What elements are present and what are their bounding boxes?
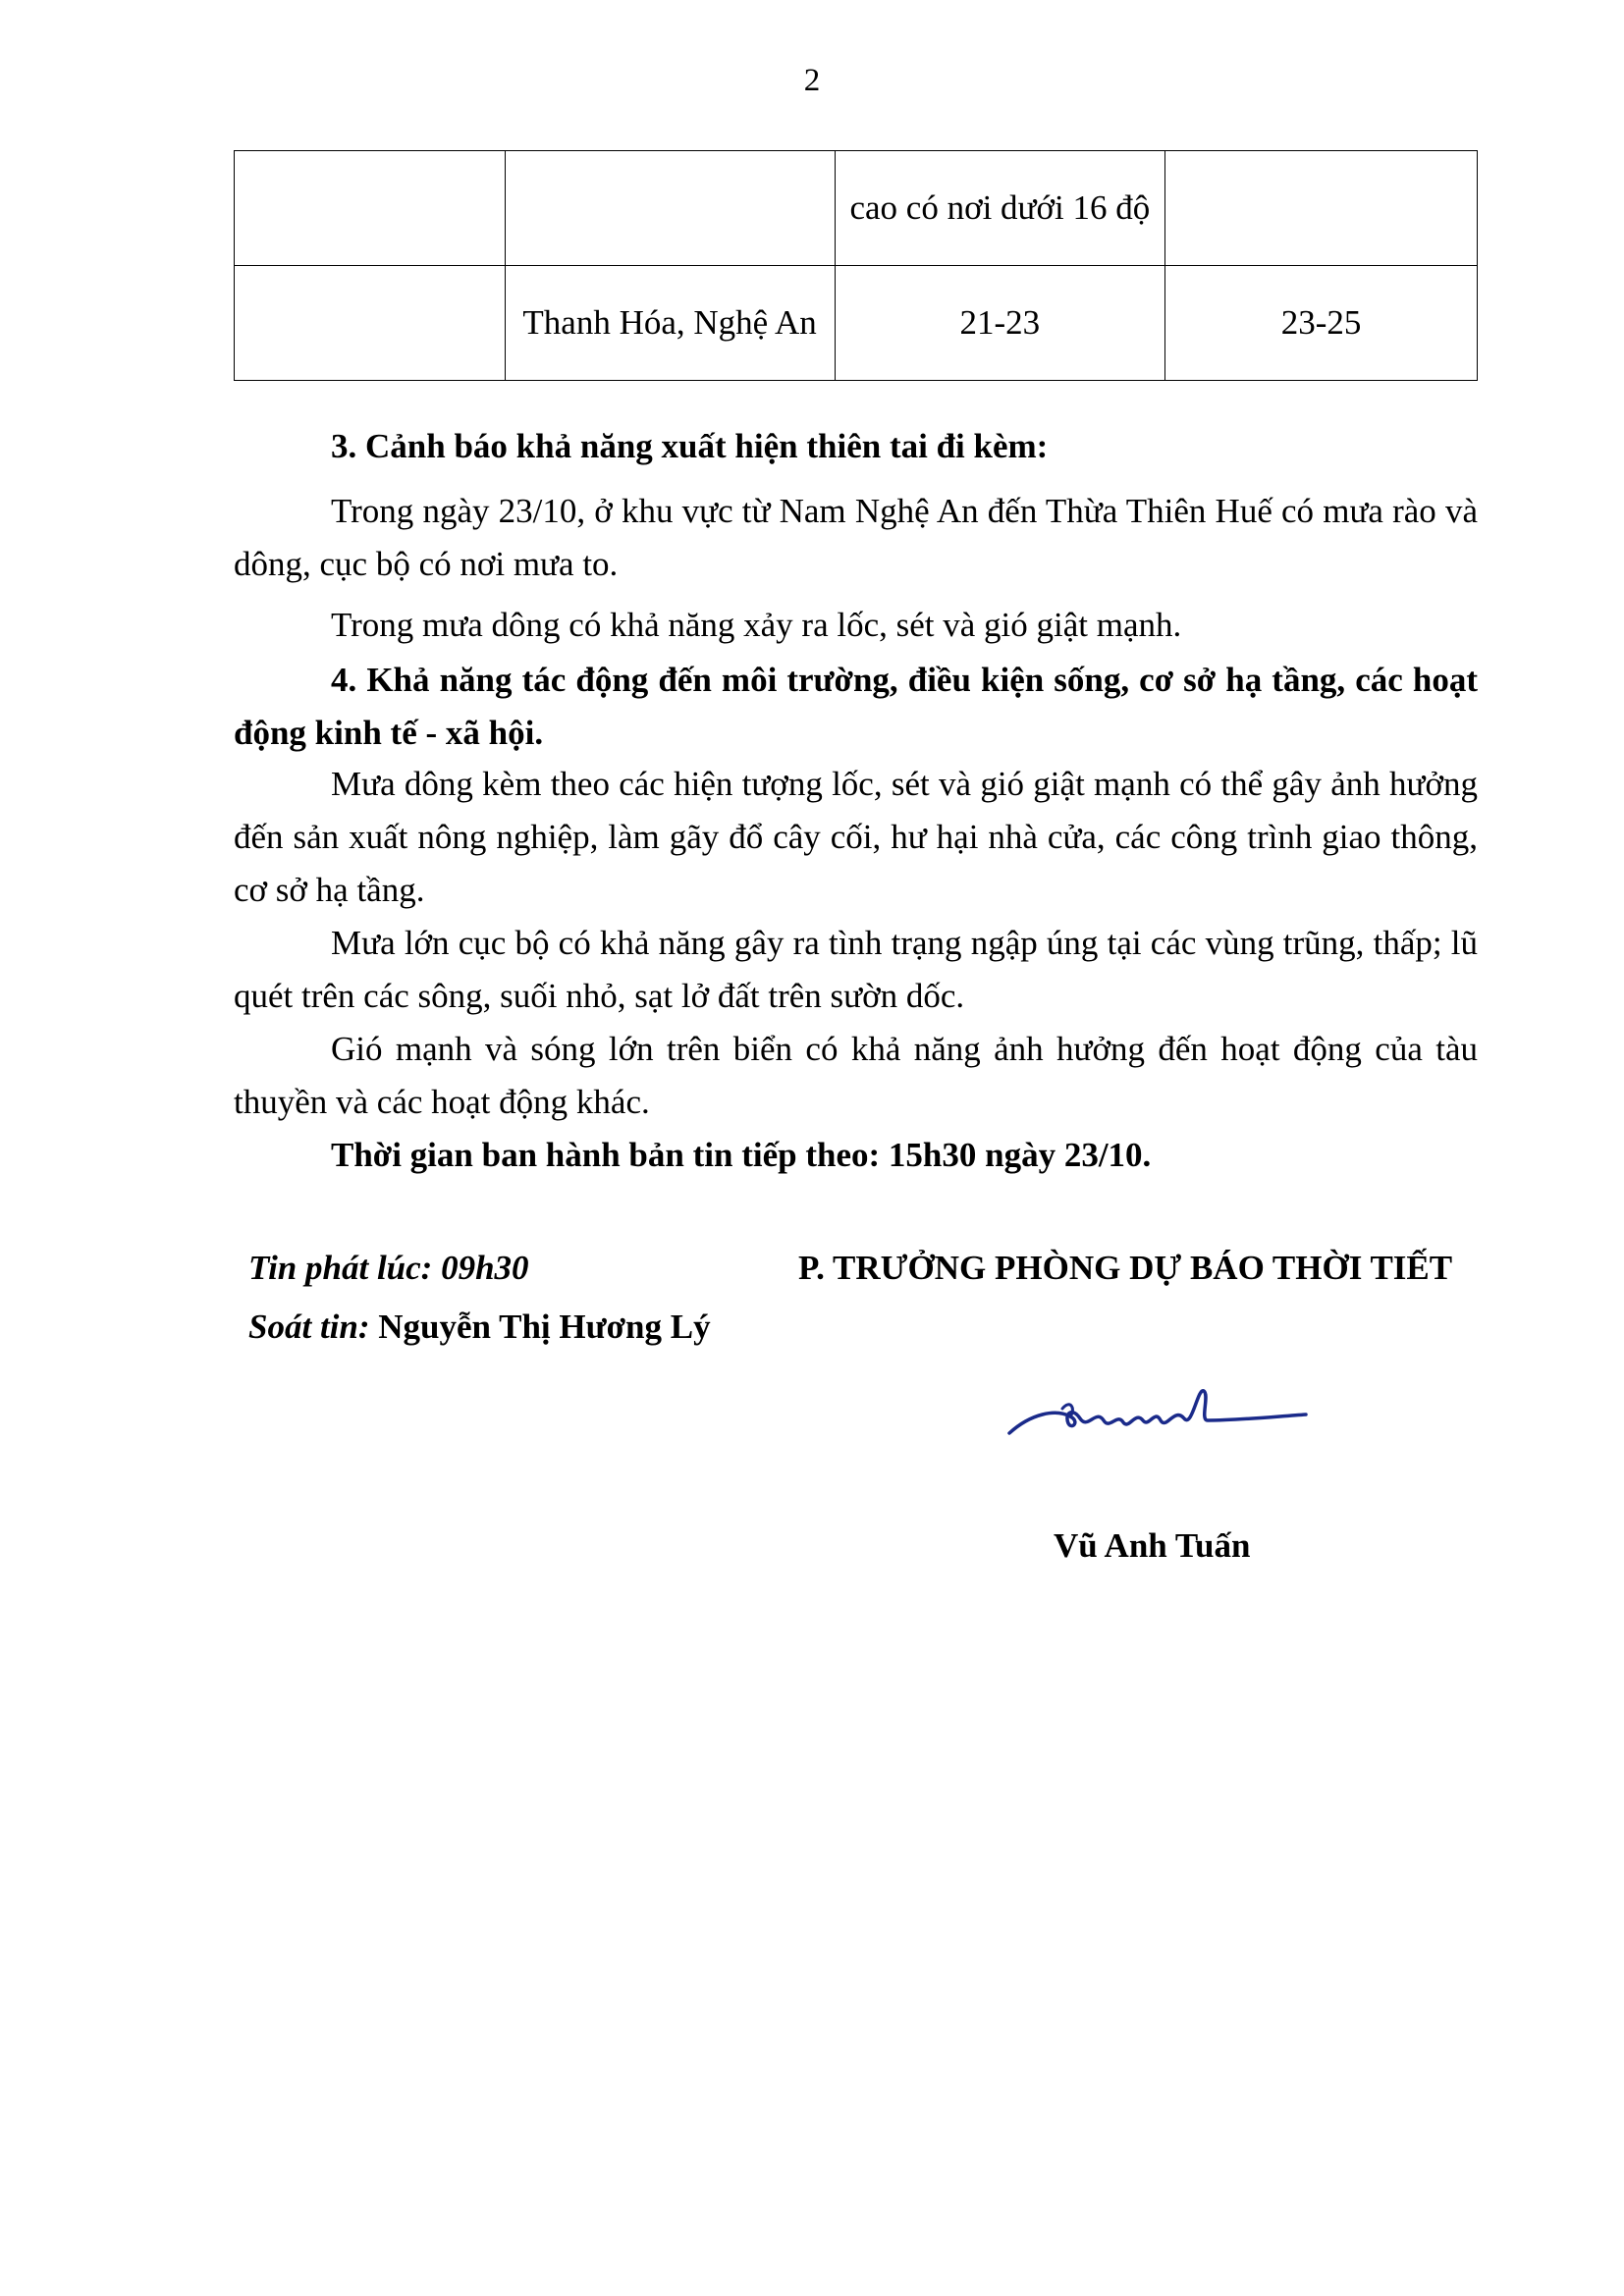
section4-heading: 4. Khả năng tác động đến môi trường, điều kiện sống, cơ sở hạ tầng, các hoạt động kinh tế - xã hội.	[234, 661, 1478, 752]
table-cell: 21-23	[835, 266, 1165, 381]
section3-heading: 3. Cảnh báo khả năng xuất hiện thiên tai đi kèm:	[331, 427, 1049, 465]
checked-label: Soát tin:	[248, 1308, 370, 1346]
issued-time	[248, 1249, 529, 1288]
signer-name: Vũ Anh Tuấn	[1054, 1526, 1251, 1565]
table-cell: cao có nơi dưới 16 độ	[835, 151, 1165, 266]
section4-paragraph: Mưa lớn cục bộ có khả năng gây ra tình trạng ngập úng tại các vùng trũng, thấp; lũ quét trên các sông, suối nhỏ, sạt lở đất trên sườn dốc.	[234, 924, 1478, 1015]
issued-label: Tin phát lúc: 09h30	[248, 1249, 529, 1287]
signature-icon	[1001, 1369, 1316, 1458]
table-cell: 23-25	[1165, 266, 1478, 381]
checked-by	[248, 1308, 711, 1347]
table-row	[235, 151, 1478, 266]
table-cell: Thanh Hóa, Nghệ An	[505, 266, 835, 381]
table-row	[235, 266, 1478, 381]
forecast-table-continuation	[234, 150, 1478, 381]
table-cell	[235, 151, 506, 266]
page-number: 2	[803, 63, 821, 98]
section3-paragraph: Trong mưa dông có khả năng xảy ra lốc, sét và gió giật mạnh.	[331, 606, 1182, 644]
section4-paragraph: Mưa dông kèm theo các hiện tượng lốc, sét và gió giật mạnh có thể gây ảnh hưởng đến sản xuất nông nghiệp, làm gãy đổ cây cối, hư hại nhà cửa, các công trình giao thông, cơ sở hạ tầng.	[234, 765, 1478, 909]
next-bulletin-time: Thời gian ban hành bản tin tiếp theo: 15h30 ngày 23/10.	[331, 1136, 1152, 1174]
table-cell	[1165, 151, 1478, 266]
table-cell	[235, 266, 506, 381]
position-title: P. TRƯỞNG PHÒNG DỰ BÁO THỜI TIẾT	[798, 1249, 1453, 1287]
section3-paragraph: Trong ngày 23/10, ở khu vực từ Nam Nghệ An đến Thừa Thiên Huế có mưa rào và dông, cục bộ có nơi mưa to.	[234, 492, 1478, 583]
checked-name: Nguyễn Thị Hương Lý	[378, 1308, 711, 1346]
table-cell	[505, 151, 835, 266]
section4-paragraph: Gió mạnh và sóng lớn trên biển có khả năng ảnh hưởng đến hoạt động của tàu thuyền và các hoạt động khác.	[234, 1030, 1478, 1121]
